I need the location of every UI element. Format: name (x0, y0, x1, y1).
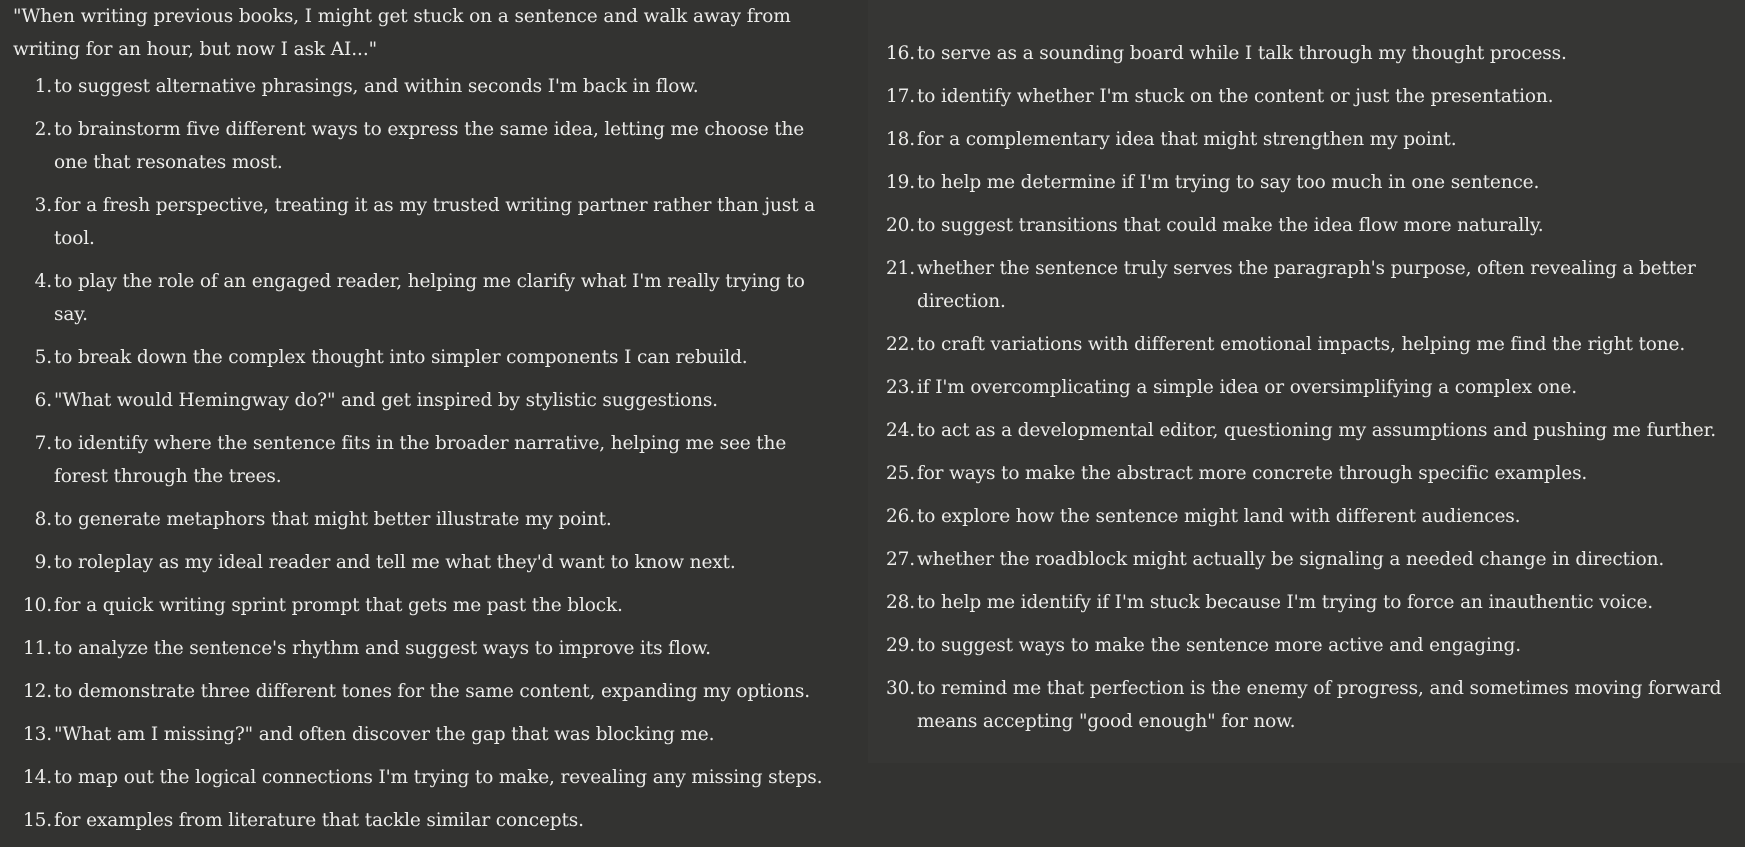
list-item (0, 113, 840, 179)
item-number: 25. (886, 463, 915, 484)
list-item (868, 252, 1738, 318)
item-number: 20. (886, 215, 915, 236)
list-item (0, 589, 840, 622)
item-number: 23. (886, 377, 915, 398)
item-number: 12. (23, 681, 52, 702)
item-text: to help me identify if I'm stuck because I'm trying to force an inauthentic voice. (917, 592, 1654, 613)
list-item (0, 675, 840, 708)
item-text: to brainstorm five different ways to express the same idea, letting me choose the one that resonates most. (54, 119, 805, 173)
list-item (868, 371, 1738, 404)
item-text: to suggest ways to make the sentence more active and engaging. (917, 635, 1521, 656)
item-number: 11. (23, 638, 52, 659)
list-item (868, 457, 1738, 490)
list-item (0, 718, 840, 751)
item-text: to break down the complex thought into simpler components I can rebuild. (54, 347, 748, 368)
list-item (0, 265, 840, 331)
item-text: to remind me that perfection is the enemy of progress, and sometimes moving forward means accepting "good enough" for now. (917, 678, 1722, 732)
list-item (0, 384, 840, 417)
item-text: to explore how the sentence might land with different audiences. (917, 506, 1521, 527)
item-text: "What would Hemingway do?" and get inspired by stylistic suggestions. (54, 390, 718, 411)
item-number: 9. (34, 552, 52, 573)
item-text: to identify whether I'm stuck on the content or just the presentation. (917, 86, 1554, 107)
item-text: for examples from literature that tackle similar concepts. (54, 810, 584, 831)
list-item (868, 123, 1738, 156)
item-number: 28. (886, 592, 915, 613)
list-item (868, 414, 1738, 447)
item-text: for a quick writing sprint prompt that gets me past the block. (54, 595, 623, 616)
list-item (0, 503, 840, 536)
item-text: to craft variations with different emotional impacts, helping me find the right tone. (917, 334, 1686, 355)
item-number: 8. (34, 509, 52, 530)
item-text: to play the role of an engaged reader, helping me clarify what I'm really trying to say. (54, 271, 805, 325)
list-item (868, 543, 1738, 576)
item-number: 16. (886, 43, 915, 64)
item-number: 13. (23, 724, 52, 745)
list-item (0, 632, 840, 665)
item-text: to map out the logical connections I'm trying to make, revealing any missing steps. (54, 767, 823, 788)
item-text: to roleplay as my ideal reader and tell me what they'd want to know next. (54, 552, 736, 573)
intro-quote: "When writing previous books, I might get stuck on a sentence and walk away from writing for an hour, but now I ask AI..." (13, 6, 791, 60)
list-item (868, 500, 1738, 533)
item-text: to help me determine if I'm trying to say too much in one sentence. (917, 172, 1540, 193)
item-text: "What am I missing?" and often discover the gap that was blocking me. (54, 724, 715, 745)
item-text: to suggest alternative phrasings, and within seconds I'm back in flow. (54, 76, 699, 97)
list-item (0, 70, 840, 103)
item-text: for a complementary idea that might strengthen my point. (917, 129, 1457, 150)
list-item (868, 37, 1738, 70)
item-text: to analyze the sentence's rhythm and suggest ways to improve its flow. (54, 638, 711, 659)
item-number: 24. (886, 420, 915, 441)
list-right (868, 37, 1738, 748)
item-text: to generate metaphors that might better illustrate my point. (54, 509, 612, 530)
list-item (868, 209, 1738, 242)
item-text: to suggest transitions that could make the idea flow more naturally. (917, 215, 1544, 236)
item-number: 29. (886, 635, 915, 656)
item-text: to serve as a sounding board while I talk through my thought process. (917, 43, 1567, 64)
list-left (0, 70, 840, 847)
list-item (0, 341, 840, 374)
right-column (868, 0, 1745, 763)
item-number: 4. (34, 271, 52, 292)
list-item (868, 80, 1738, 113)
item-number: 6. (34, 390, 52, 411)
item-number: 1. (34, 76, 52, 97)
item-text: to act as a developmental editor, questioning my assumptions and pushing me further. (917, 420, 1716, 441)
list-item (868, 629, 1738, 662)
list-item (0, 427, 840, 493)
item-number: 26. (886, 506, 915, 527)
item-number: 15. (23, 810, 52, 831)
item-number: 7. (34, 433, 52, 454)
list-item (868, 166, 1738, 199)
item-number: 27. (886, 549, 915, 570)
list-item (868, 586, 1738, 619)
item-number: 14. (23, 767, 52, 788)
list-item (868, 672, 1738, 738)
item-text: whether the sentence truly serves the paragraph's purpose, often revealing a better direction. (917, 258, 1696, 312)
item-number: 21. (886, 258, 915, 279)
item-number: 17. (886, 86, 915, 107)
item-number: 30. (886, 678, 915, 699)
list-item (0, 189, 840, 255)
item-number: 19. (886, 172, 915, 193)
item-text: for ways to make the abstract more concrete through specific examples. (917, 463, 1588, 484)
left-column (0, 0, 868, 831)
item-number: 10. (23, 595, 52, 616)
item-text: if I'm overcomplicating a simple idea or oversimplifying a complex one. (917, 377, 1577, 398)
list-item (868, 328, 1738, 361)
item-number: 2. (34, 119, 52, 140)
item-text: to identify where the sentence fits in the broader narrative, helping me see the forest through the trees. (54, 433, 787, 487)
list-item (0, 761, 840, 794)
item-number: 5. (34, 347, 52, 368)
list-item (0, 546, 840, 579)
item-number: 3. (34, 195, 52, 216)
item-text: for a fresh perspective, treating it as my trusted writing partner rather than just a tool. (54, 195, 816, 249)
item-number: 18. (886, 129, 915, 150)
item-text: to demonstrate three different tones for the same content, expanding my options. (54, 681, 810, 702)
item-text: whether the roadblock might actually be signaling a needed change in direction. (917, 549, 1665, 570)
item-number: 22. (886, 334, 915, 355)
list-item (0, 804, 840, 837)
